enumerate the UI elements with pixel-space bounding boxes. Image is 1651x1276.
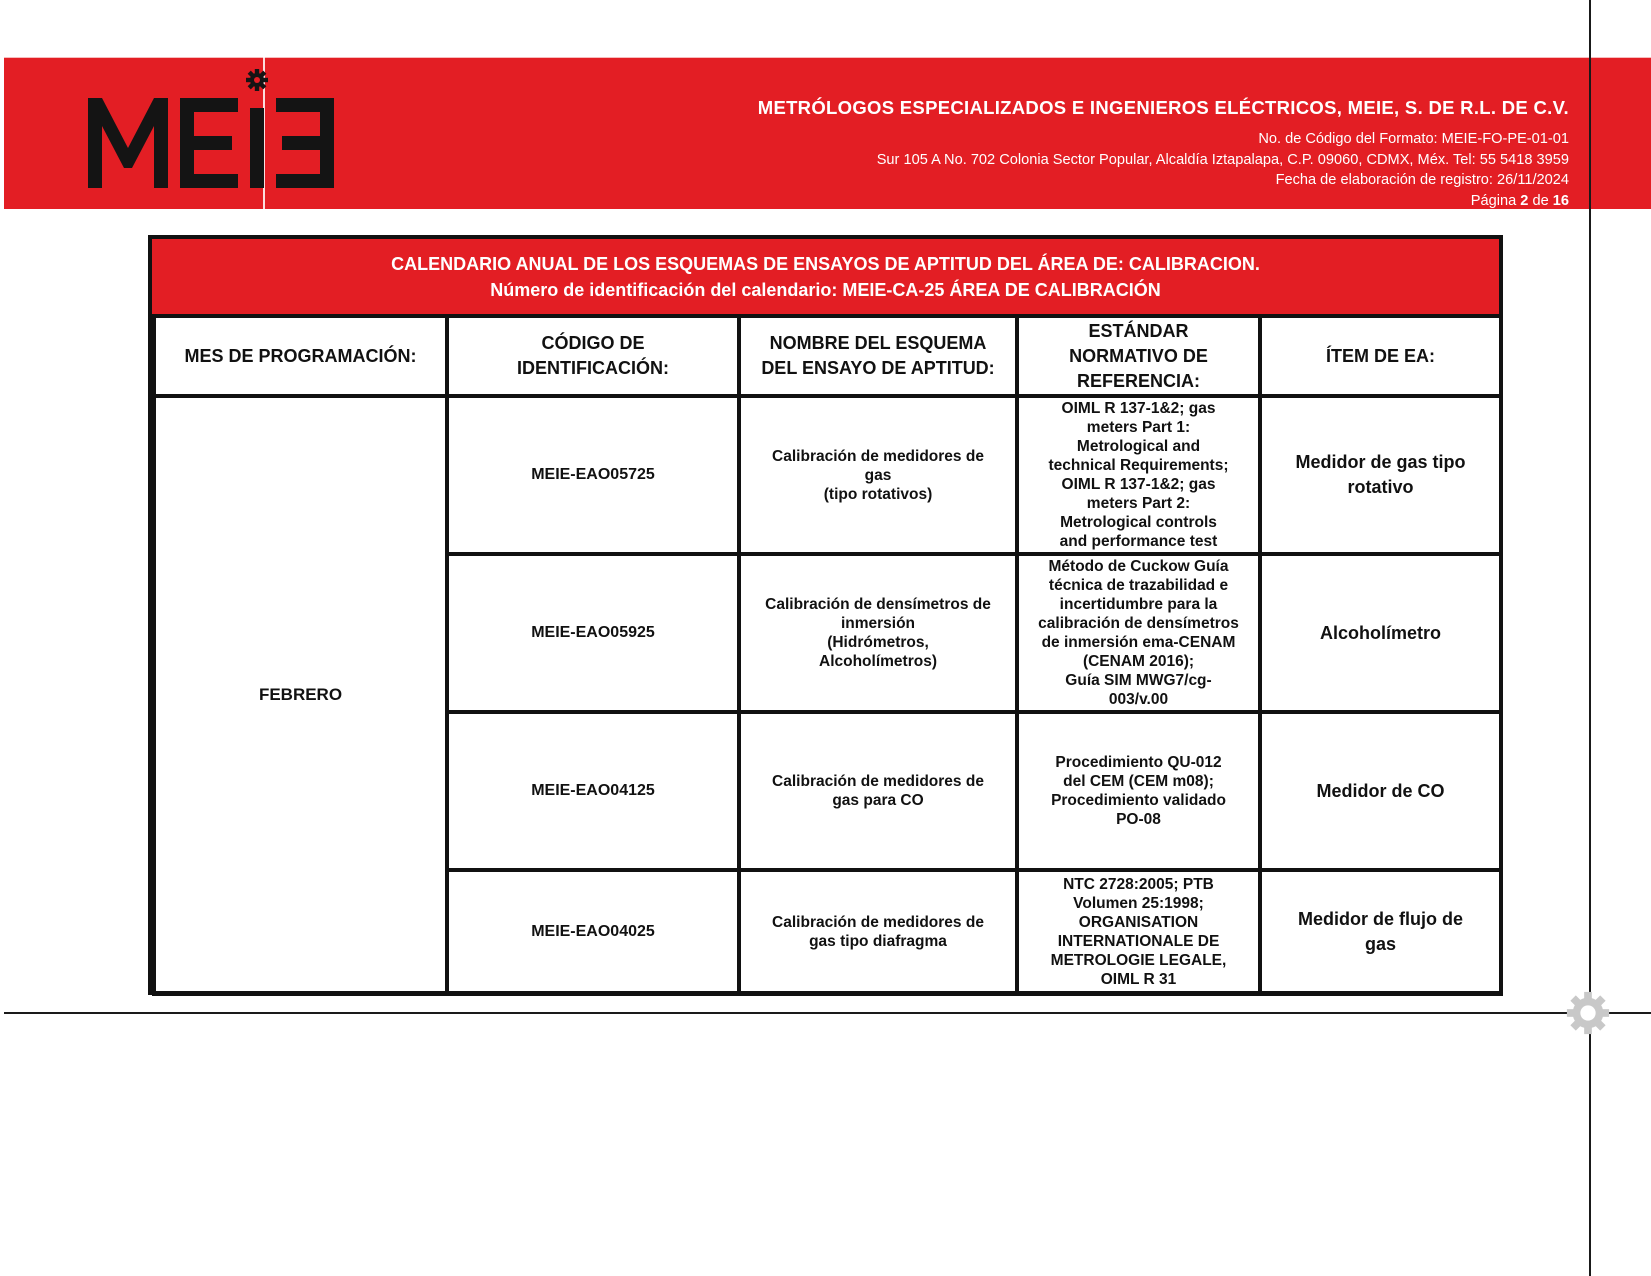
col-header-standard: ESTÁNDAR NORMATIVO DE REFERENCIA: xyxy=(1017,316,1260,396)
standard-cell: NTC 2728:2005; PTB Volumen 25:1998; ORGANISATION INTERNATIONALE DE METROLOGIE LEGALE, OIML R 31 xyxy=(1017,870,1260,994)
standard-cell: OIML R 137-1&2; gas meters Part 1: Metrological and technical Requirements; OIML R 137-1&2; gas meters Part 2: Metrological controls and performance test xyxy=(1017,396,1260,554)
record-date: Fecha de elaboración de registro: 26/11/2024 xyxy=(1275,172,1569,188)
col-header-code: CÓDIGO DE IDENTIFICACIÓN: xyxy=(447,316,739,396)
header-top-rule xyxy=(4,56,1651,58)
col-header-item: ÍTEM DE EA: xyxy=(1260,316,1501,396)
table-header-row xyxy=(154,316,1501,396)
gear-icon xyxy=(1565,990,1611,1036)
company-logo xyxy=(88,68,348,198)
col-header-month: MES DE PROGRAMACIÓN: xyxy=(154,316,447,396)
scheme-cell: Calibración de medidores de gas para CO xyxy=(739,712,1017,870)
item-cell: Alcoholímetro xyxy=(1260,554,1501,712)
item-cell: Medidor de CO xyxy=(1260,712,1501,870)
col-header-scheme: NOMBRE DEL ESQUEMA DEL ENSAYO DE APTITUD: xyxy=(739,316,1017,396)
calendar-table xyxy=(152,314,1503,996)
company-name: METRÓLOGOS ESPECIALIZADOS E INGENIEROS ELÉCTRICOS, MEIE, S. DE R.L. DE C.V. xyxy=(757,97,1569,118)
format-code: No. de Código del Formato: MEIE-FO-PE-01-01 xyxy=(1258,131,1569,147)
table-title-line2: Número de identificación del calendario: MEIE-CA-25 ÁREA DE CALIBRACIÓN xyxy=(490,280,1161,300)
page-of: de xyxy=(1532,192,1549,209)
item-cell: Medidor de flujo de gas xyxy=(1260,870,1501,994)
footer-rule xyxy=(4,1012,1651,1014)
page-indicator xyxy=(758,191,1569,212)
page-label: Página xyxy=(1470,192,1517,209)
calendar-table-frame xyxy=(148,235,1503,995)
right-margin-line xyxy=(1589,0,1591,1276)
month-cell: FEBRERO xyxy=(154,396,447,994)
page-current: 2 xyxy=(1520,192,1529,209)
company-address: Sur 105 A No. 702 Colonia Sector Popular, Alcaldía Iztapalapa, C.P. 09060, CDMX, Méx. Tel: 55 5418 3959 xyxy=(876,151,1569,168)
code-cell: MEIE-EAO04125 xyxy=(447,712,739,870)
code-cell: MEIE-EAO05925 xyxy=(447,554,739,712)
table-row xyxy=(154,396,1501,554)
scheme-cell: Calibración de densímetros de inmersión (Hidrómetros, Alcoholímetros) xyxy=(739,554,1017,712)
company-info xyxy=(758,97,1569,211)
scheme-cell: Calibración de medidores de gas (tipo rotativos) xyxy=(739,396,1017,554)
standard-cell: Procedimiento QU-012 del CEM (CEM m08); Procedimiento validado PO-08 xyxy=(1017,712,1260,870)
page-total: 16 xyxy=(1552,192,1569,209)
item-cell: Medidor de gas tipo rotativo xyxy=(1260,396,1501,554)
code-cell: MEIE-EAO04025 xyxy=(447,870,739,994)
code-cell: MEIE-EAO05725 xyxy=(447,396,739,554)
scheme-cell: Calibración de medidores de gas tipo diafragma xyxy=(739,870,1017,994)
table-title-line1: CALENDARIO ANUAL DE LOS ESQUEMAS DE ENSAYOS DE APTITUD DEL ÁREA DE: CALIBRACION. xyxy=(391,254,1260,274)
table-title xyxy=(152,239,1499,314)
standard-cell: Método de Cuckow Guía técnica de trazabilidad e incertidumbre para la calibración de densímetros de inmersión ema-CENAM (CENAM 2016); Guía SIM MWG7/cg- 003/v.00 xyxy=(1017,554,1260,712)
